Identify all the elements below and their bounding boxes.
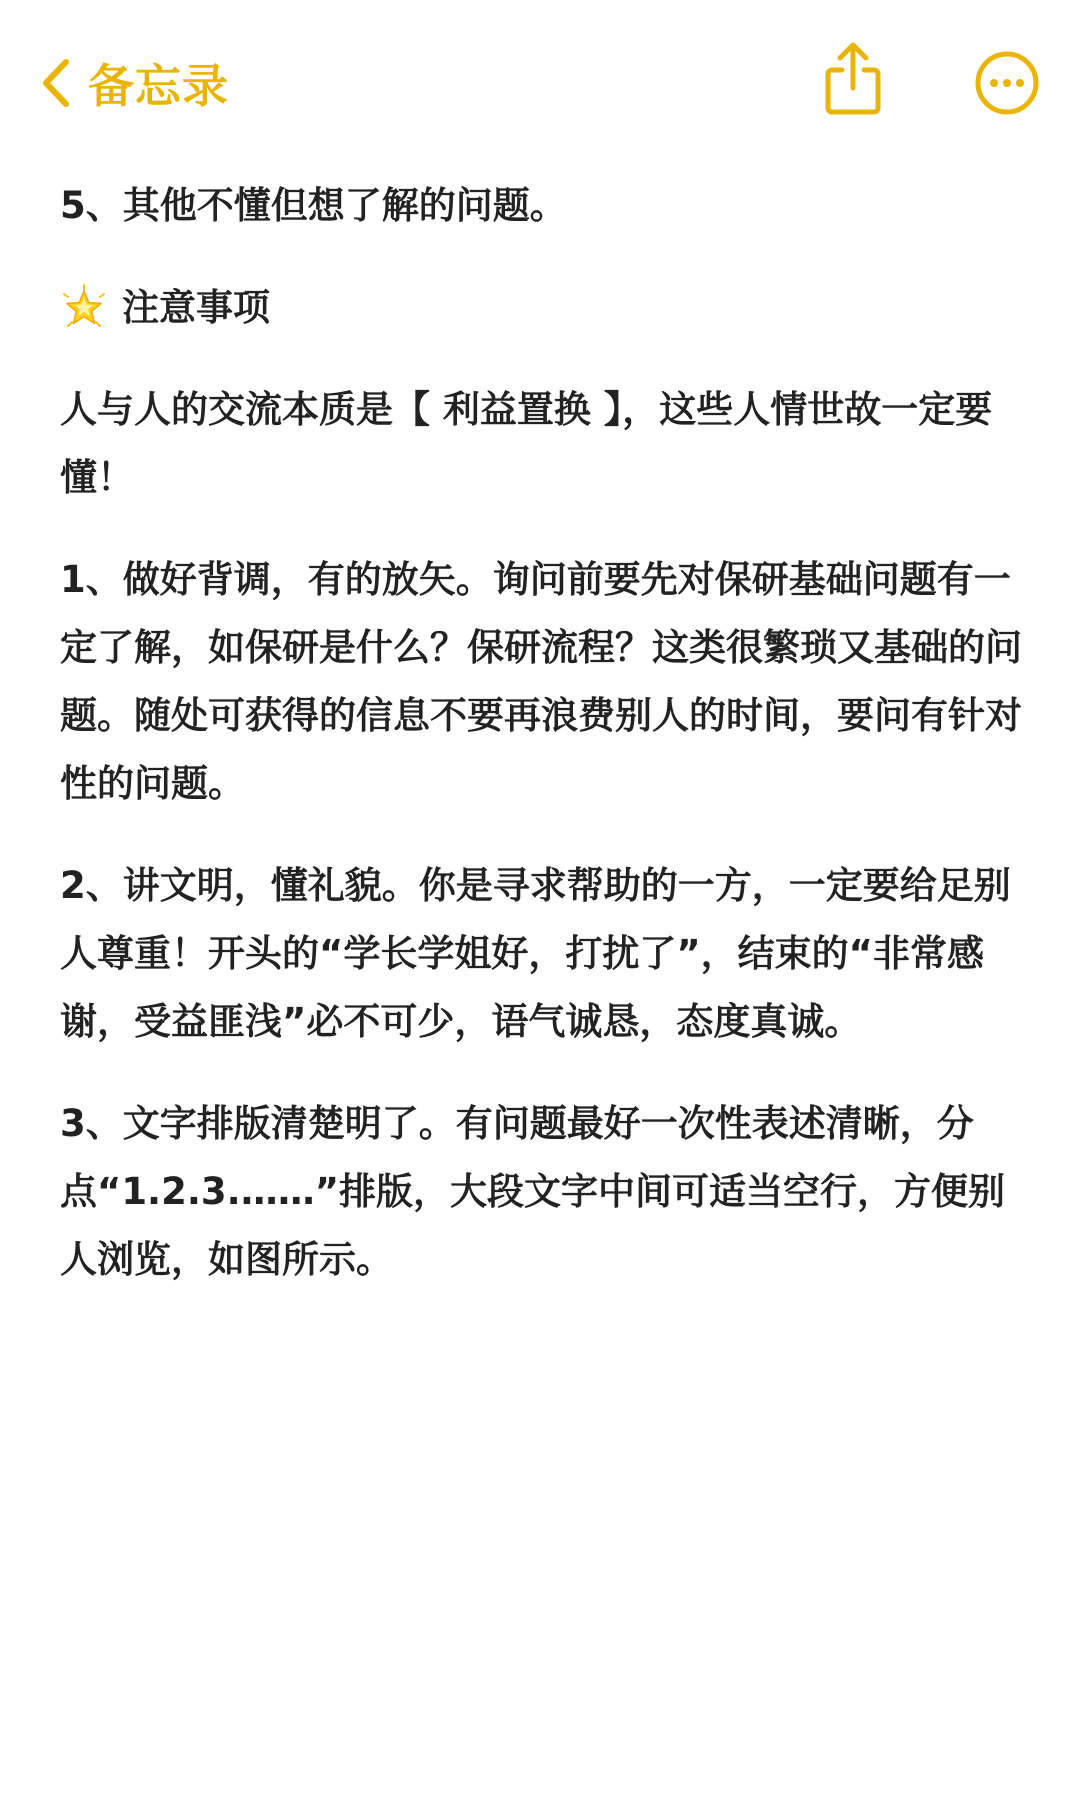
share-button[interactable]	[822, 40, 884, 116]
section-heading-text: 注意事项	[122, 286, 270, 329]
note-point-3: 3、文字排版清楚明了。有问题最好一次性表述清晰，分点“1.2.3.……”排版，大段文字中间可适当空行，方便别人浏览，如图所示。	[60, 1102, 1006, 1281]
note-intro: 人与人的交流本质是【 利益置换 】，这些人情世故一定要懂！	[60, 388, 993, 499]
chevron-left-icon	[40, 58, 70, 108]
share-icon	[822, 101, 884, 120]
section-heading	[60, 274, 1030, 342]
more-icon	[974, 101, 1040, 120]
navigation-bar	[0, 0, 1080, 160]
more-button[interactable]	[974, 50, 1040, 116]
note-item-5: 5、其他不懂但想了解的问题。	[60, 184, 567, 227]
note-body[interactable]	[60, 172, 1030, 1328]
note-point-2: 2、讲文明，懂礼貌。你是寻求帮助的一方，一定要给足别人尊重！开头的“学长学姐好，打扰了”，结束的“非常感谢，受益匪浅”必不可少，语气诚恳，态度真诚。	[60, 864, 1011, 1043]
note-point-1: 1、做好背调，有的放矢。询问前要先对保研基础问题有一定了解，如保研是什么？保研流程？这类很繁琐又基础的问题。随处可获得的信息不要再浪费别人的时间，要问有针对性的问题。	[60, 558, 1022, 805]
back-label: 备忘录	[88, 59, 229, 113]
back-button[interactable]	[40, 48, 229, 118]
star-emoji-icon	[60, 284, 108, 332]
